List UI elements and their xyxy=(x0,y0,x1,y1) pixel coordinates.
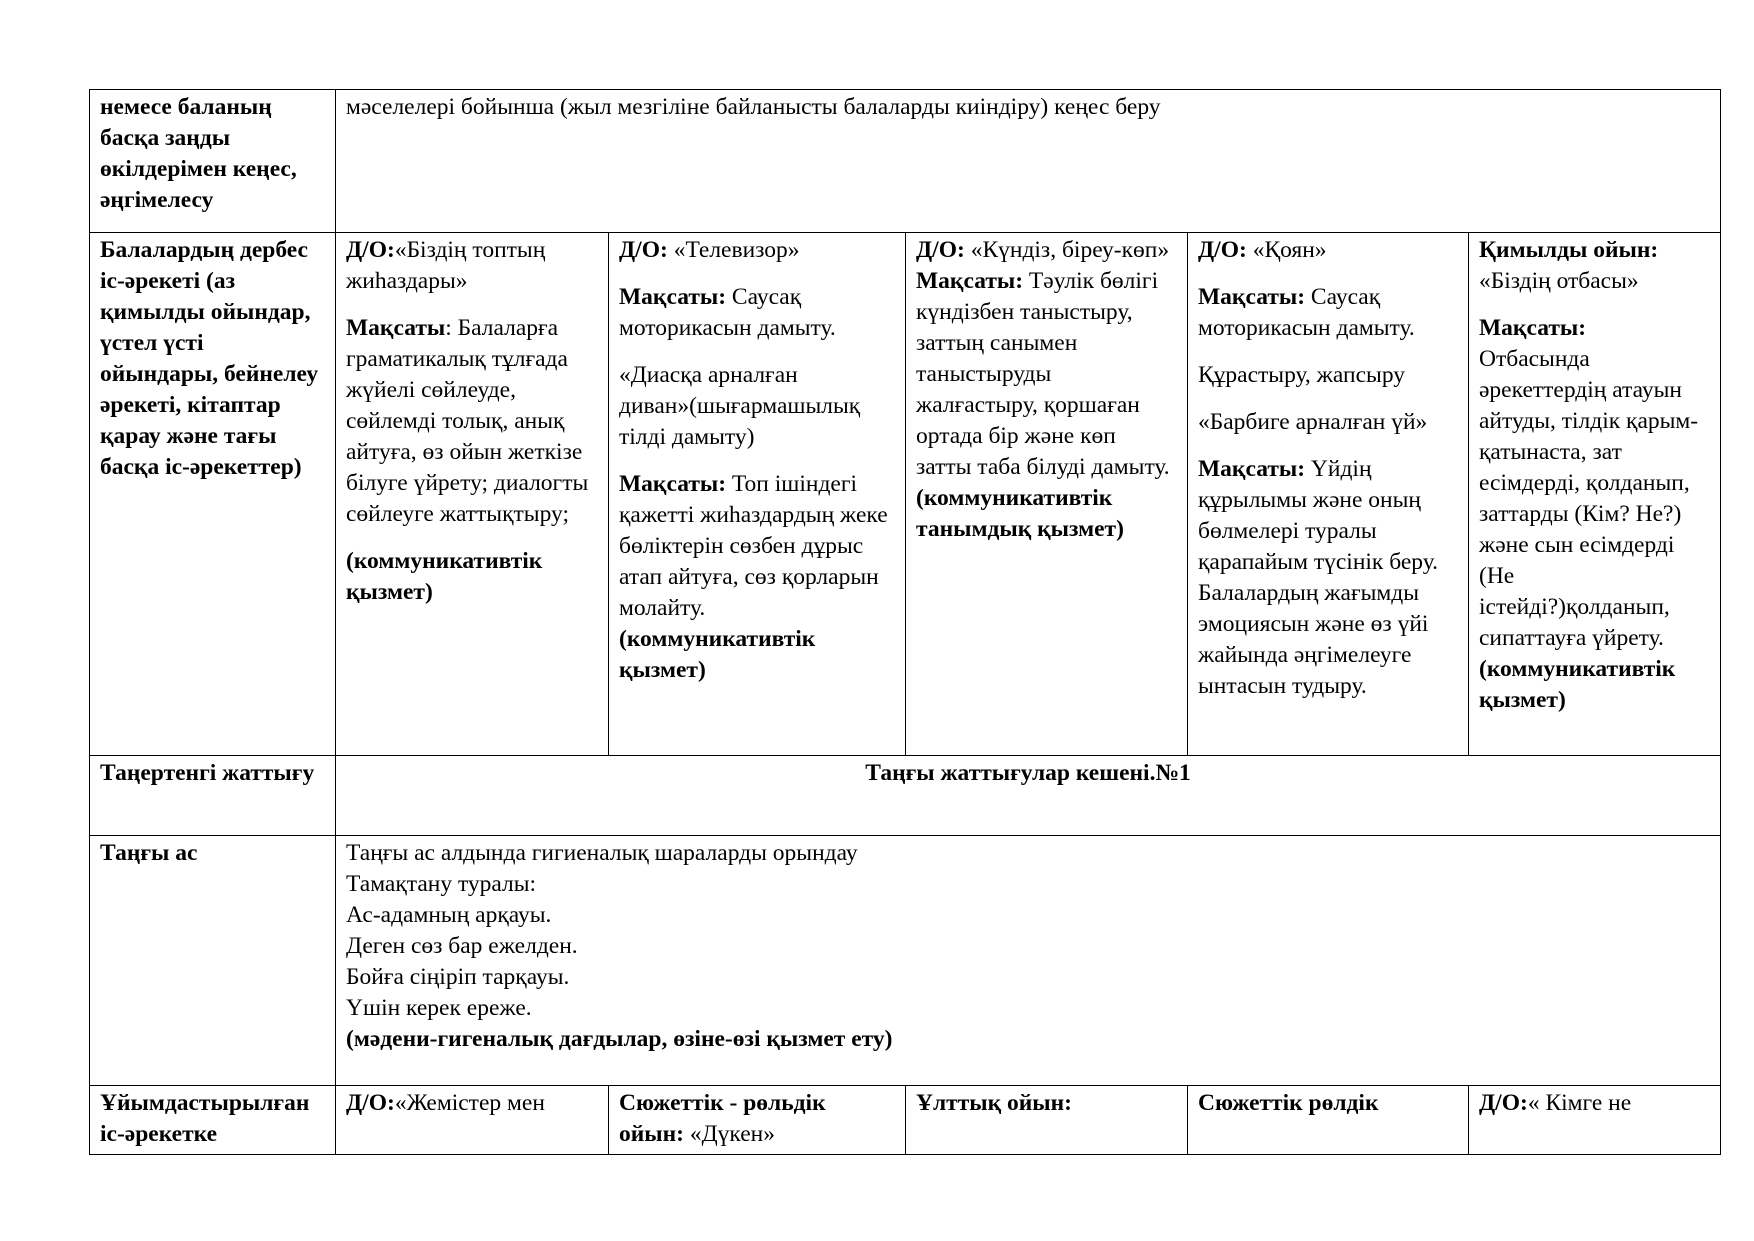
breakfast-line: Деген сөз бар ежелден. xyxy=(346,933,578,959)
goal-text: Саусақ моторикасын дамыту. xyxy=(1198,284,1415,341)
extra-activity: «Диасқа арналған диван»(шығармашылық тілді дамыту) xyxy=(619,362,861,450)
function-note: (коммуникативтік қызмет) xyxy=(619,626,816,683)
organized-cell-5: Д/О:« Кімге не xyxy=(1469,1086,1721,1155)
goal-text: Отбасында әрекеттердің атауын айтуды, тілдік қарым-қатынаста, зат есімдерді, қолданып, заттарды (Кім? Не?) және сын есімдерді (Не істейді?)қолданып, сипаттауға үйрету. xyxy=(1479,346,1699,651)
game-title: «Күндіз, біреу-көп» xyxy=(964,237,1170,263)
breakfast-line: Таңғы ас алдында гигиеналық шараларды орындау xyxy=(346,840,858,866)
breakfast-line: Тамақтану туралы: xyxy=(346,871,537,897)
organized-cell-1: Д/О:«Жемістер мен xyxy=(336,1086,609,1155)
function-note: (коммуникативтік қызмет) xyxy=(346,548,543,605)
activity-cell-5 xyxy=(1469,233,1721,756)
row-morning-exercise xyxy=(90,756,1721,836)
game-title: «Телевизор» xyxy=(667,237,800,263)
goal-label: Мақсаты xyxy=(346,315,446,341)
row-label-breakfast: Таңғы ас xyxy=(90,836,336,1086)
organized-cell-3: Ұлттық ойын: xyxy=(906,1086,1188,1155)
activity-cell-1 xyxy=(336,233,609,756)
game-type: Қимылды ойын: xyxy=(1479,237,1659,263)
game-type: Д/О: xyxy=(916,237,965,263)
goal-label: Мақсаты: xyxy=(1198,284,1306,310)
row-consultation xyxy=(90,90,1721,233)
goal-label: Мақсаты: xyxy=(619,471,727,497)
game-title: «Біздің отбасы» xyxy=(1479,268,1639,294)
consultation-text: мәселелері бойынша (жыл мезгіліне байланысты балаларды киіндіру) кеңес беру xyxy=(336,90,1721,233)
breakfast-line: Ас-адамның арқауы. xyxy=(346,902,552,928)
goal-label: Мақсаты: xyxy=(916,268,1024,294)
game-title: «Қоян» xyxy=(1246,237,1327,263)
game-type: Д/О: xyxy=(619,237,668,263)
activity-cell-3 xyxy=(906,233,1188,756)
goal-text: Саусақ моторикасын дамыту. xyxy=(619,284,836,341)
organized-cell-4: Сюжеттік рөлдік xyxy=(1188,1086,1469,1155)
function-note: (коммуникативтік қызмет) xyxy=(1479,656,1676,713)
row-label-consultation: немесе баланың басқа заңды өкілдерімен кеңес, әңгімелесу xyxy=(90,90,336,233)
extra-activity-title: «Барбиге арналған үй» xyxy=(1198,409,1428,435)
breakfast-content xyxy=(336,836,1721,1086)
extra-activity: Құрастыру, жапсыру xyxy=(1198,362,1406,388)
morning-exercise-text: Таңғы жаттығулар кешені.№1 xyxy=(336,756,1721,836)
breakfast-line: Бойға сіңіріп тарқауы. xyxy=(346,964,570,990)
function-note: (коммуникативтік танымдық қызмет) xyxy=(916,485,1124,542)
goal-text: Топ ішіндегі қажетті жиһаздардың жеке бөліктерін сөзбен дұрыс атап айтуға, сөз қорларын молайту. xyxy=(619,471,888,621)
function-note: (мәдени-гигеналық дағдылар, өзіне-өзі қызмет ету) xyxy=(346,1026,893,1052)
breakfast-line: Үшін керек ереже. xyxy=(346,995,532,1021)
goal-text: : Балаларға граматикалық тұлғада жүйелі сөйлеуде, сөйлемді толық, анық айтуға, өз ойын жеткізе білуге үйрету; диалогты сөйлеуге жаттықтыру; xyxy=(346,315,589,527)
game-title: «Біздің топтың жиһаздары» xyxy=(346,237,546,294)
row-organized-activity xyxy=(90,1086,1721,1155)
game-type: Д/О: xyxy=(1198,237,1247,263)
game-type: Д/О: xyxy=(346,237,395,263)
row-label-organized-activity: Ұйымдастырылған іс-әрекетке xyxy=(90,1086,336,1155)
schedule-table xyxy=(89,89,1721,1155)
activity-cell-4 xyxy=(1188,233,1469,756)
goal-label: Мақсаты: xyxy=(1198,456,1306,482)
goal-label: Мақсаты: xyxy=(619,284,727,310)
row-independent-activity xyxy=(90,233,1721,756)
row-breakfast xyxy=(90,836,1721,1086)
goal-text: Тәулік бөлігі күндізбен таныстыру, заттың санымен таныстыруды жалғастыру, қоршаған ортада бір және көп затты таба білуді дамыту. xyxy=(916,268,1170,480)
row-label-morning-exercise: Таңертенгі жаттығу xyxy=(90,756,336,836)
goal-text: Үйдің құрылымы және оның бөлмелері туралы қарапайым түсінік беру. Балалардың жағымды эмоциясын және өз үйі жайында әңгімелеуге ынтасын тудыру. xyxy=(1198,456,1439,699)
organized-cell-2: Сюжеттік - рөльдік ойын: «Дүкен» xyxy=(609,1086,906,1155)
row-label-independent-activity: Балалардың дербес іс-әрекеті (аз қимылды ойындар, үстел үсті ойындары, бейнелеу әрекеті, кітаптар қарау және тағы басқа іс-әрекеттер) xyxy=(90,233,336,756)
activity-cell-2 xyxy=(609,233,906,756)
goal-label: Мақсаты: xyxy=(1479,315,1587,341)
